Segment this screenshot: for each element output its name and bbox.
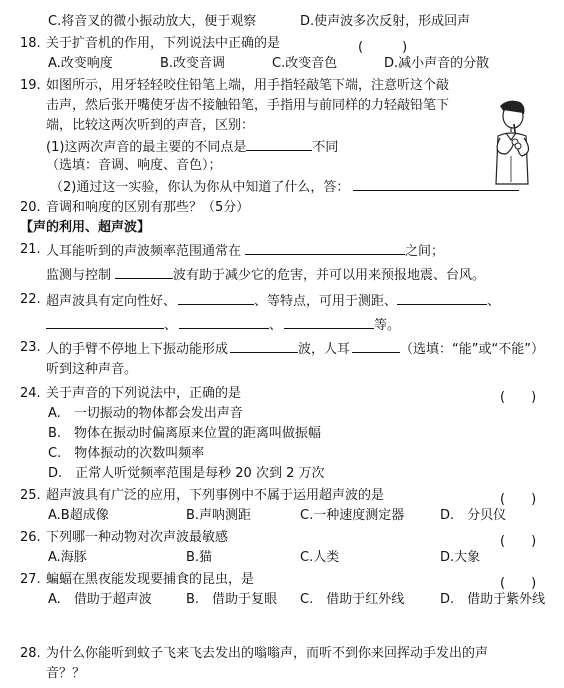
q24-option-c: C. 物体振动的次数叫频率: [48, 446, 205, 461]
q22-part-c: 、: [487, 294, 501, 309]
q21-line-2: [46, 266, 485, 284]
q24-option-a: A. 一切振动的物体都会发出声音: [48, 406, 243, 421]
q26-number: 26.: [20, 530, 41, 545]
student-biting-pencil-icon: [478, 96, 548, 186]
q24-stem: 关于声音的下列说法中，正确的是: [46, 386, 242, 401]
q25-option-b: B.声呐测距: [186, 508, 252, 523]
q19-sub-1-suffix: 不同: [312, 140, 339, 155]
q21-blank-2[interactable]: [115, 266, 173, 279]
q22-part-d: 、: [164, 318, 178, 333]
q22-part-b: 、等特点，可用于测距、: [254, 294, 398, 309]
q21-number: 21.: [20, 242, 41, 257]
q26-option-d: D.大象: [440, 550, 481, 565]
q22-line-2: [46, 316, 400, 334]
section-heading: 【声的利用、超声波】: [20, 220, 151, 235]
q19-line-2: 击声，然后张开嘴使牙齿不接触铅笔，手指用与前同样的力轻敲铅笔下: [46, 98, 450, 113]
q26-option-a: A.海豚: [48, 550, 87, 565]
q18-answer-paren[interactable]: ( ): [358, 40, 408, 55]
q27-option-c: C. 借助于红外线: [300, 592, 405, 607]
q22-part-f: 等。: [374, 318, 401, 333]
q22-part-e: 、: [269, 318, 283, 333]
q25-number: 25.: [20, 488, 41, 503]
q19-sub-1-prefix: (1)这两次声音的最主要的不同点是: [46, 140, 247, 155]
q17-option-d: D.使声波多次反射，形成回声: [300, 14, 471, 29]
q27-option-d: D. 借助于紫外线: [440, 592, 546, 607]
q23-blank-2[interactable]: [352, 340, 400, 353]
q18-number: 18.: [20, 36, 41, 51]
q19-line-3: 端，比较这两次听到的声音，区别：: [46, 118, 255, 133]
q22-blank-4[interactable]: [179, 316, 269, 329]
q28-line-2: 音？？: [46, 666, 86, 681]
q22-part-a: 超声波具有定向性好、: [46, 294, 177, 309]
q23-line-2: 听到这种声音。: [46, 362, 138, 377]
q28-line-1: 为什么你能听到蚊子飞来飞去发出的嗡嗡声，而听不到你来回挥动手发出的声: [46, 646, 489, 661]
q25-stem: 超声波具有广泛的应用，下列事例中不属于运用超声波的是: [46, 488, 385, 503]
q24-option-b: B. 物体在振动时偏离原来位置的距离叫做振幅: [48, 426, 322, 441]
q17-option-c: C.将音叉的微小振动放大，便于观察: [48, 14, 257, 29]
q23-part-c: （选填：“能”或“不能”）: [400, 342, 544, 357]
q23-part-b: 波，人耳: [298, 342, 351, 357]
q21-part-d: 波有助于减少它的危害，并可以用来预报地震、台风。: [173, 268, 486, 283]
q22-blank-5[interactable]: [284, 316, 374, 329]
q26-option-c: C.人类: [300, 550, 340, 565]
q23-blank-1[interactable]: [230, 340, 298, 353]
q27-option-a: A. 借助于超声波: [48, 592, 152, 607]
q23-line-1: [46, 340, 544, 358]
q22-blank-3[interactable]: [46, 316, 164, 329]
q21-part-a: 人耳能听到的声波频率范围通常在: [46, 244, 242, 259]
q21-line-1: [46, 242, 444, 260]
q18-stem: 关于扩音机的作用，下列说法中正确的是: [46, 36, 281, 51]
q21-part-b: 之间；: [405, 244, 445, 259]
q26-stem: 下列哪一种动物对次声波最敏感: [46, 530, 229, 545]
q28-number: 28.: [20, 646, 41, 661]
q22-blank-2[interactable]: [397, 292, 487, 305]
q19-line-1: 如图所示，用牙轻轻咬住铅笔上端，用手指轻敲笔下端，注意听这个敲: [46, 78, 450, 93]
q21-blank-1[interactable]: [245, 242, 405, 255]
q27-number: 27.: [20, 572, 41, 587]
q18-option-a: A.改变响度: [48, 56, 113, 71]
q25-option-d: D. 分贝仪: [440, 508, 507, 523]
q22-blank-1[interactable]: [178, 292, 254, 305]
q19-blank-1[interactable]: [246, 138, 312, 151]
q24-number: 24.: [20, 386, 41, 401]
q19-sub-2: [50, 178, 519, 196]
q19-number: 19.: [20, 78, 41, 93]
q26-option-b: B.猫: [186, 550, 213, 565]
q19-sub-1-hint: （选填：音调、响度、音色）；: [46, 158, 222, 173]
q22-number: 22.: [20, 292, 41, 307]
q27-answer-paren[interactable]: ( ): [500, 576, 537, 591]
q18-option-b: B.改变音调: [160, 56, 226, 71]
q22-line-1: [46, 292, 500, 310]
q20-text: 音调和响度的区别有那些？（5分）: [46, 200, 250, 215]
q19-sub-1: [46, 138, 338, 156]
q25-answer-paren[interactable]: ( ): [500, 492, 537, 507]
q27-stem: 蝙蝠在黑夜能发现要捕食的昆虫，是: [46, 572, 255, 587]
q27-option-b: B. 借助于复眼: [186, 592, 278, 607]
q19-sub-2-prefix: （2)通过这一实验，你认为你从中知道了什么，答：: [50, 180, 350, 195]
q18-option-d: D.减小声音的分散: [384, 56, 490, 71]
q23-part-a: 人的手臂不停地上下振动能形成: [46, 342, 229, 357]
q20-number: 20.: [20, 200, 41, 215]
q21-part-c: 监测与控制: [46, 268, 112, 283]
q23-number: 23.: [20, 340, 41, 355]
q24-answer-paren[interactable]: ( ): [500, 390, 537, 405]
q26-answer-paren[interactable]: ( ): [500, 534, 537, 549]
q18-option-c: C.改变音色: [272, 56, 338, 71]
q25-option-c: C.一种速度测定器: [300, 508, 405, 523]
q24-option-d: D. 正常人听觉频率范围是每秒 20 次到 2 万次: [48, 466, 325, 481]
q25-option-a: A.B超成像: [48, 508, 109, 523]
